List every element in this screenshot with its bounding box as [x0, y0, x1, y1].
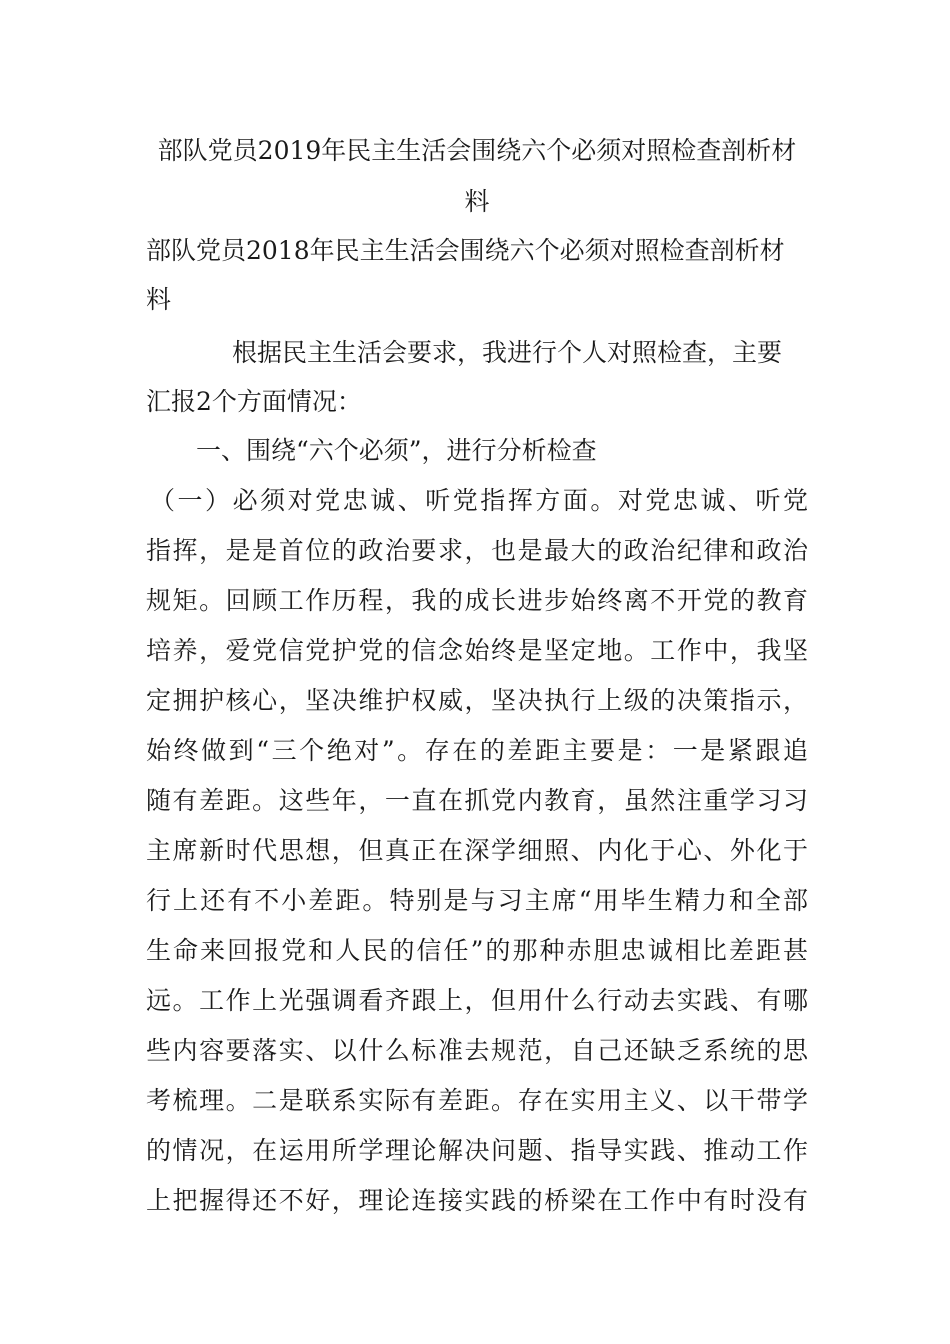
paragraph-line: 始终做到“三个绝对”。存在的差距主要是：一是紧跟追 [146, 736, 808, 765]
paragraph-line: 定拥护核心，坚决维护权威，坚决执行上级的决策指示， [146, 686, 808, 715]
paragraph-line: 规矩。回顾工作历程，我的成长进步始终离不开党的教育 [146, 586, 808, 615]
paragraph-line: 主席新时代思想，但真正在深学细照、内化于心、外化于 [146, 836, 808, 865]
paragraph-line: 汇报2个方面情况： [146, 387, 362, 416]
paragraph-line: 随有差距。这些年，一直在抓党内教育，虽然注重学习习 [146, 786, 808, 815]
paragraph-line: 指挥，是是首位的政治要求，也是最大的政治纪律和政治 [146, 536, 808, 565]
paragraph-line: （一）必须对党忠诚、听党指挥方面。对党忠诚、听党 [150, 486, 808, 515]
section-heading: 一、围绕“六个必须”，进行分析检查 [196, 436, 597, 465]
paragraph-line: 培养，爱党信党护党的信念始终是坚定地。工作中，我坚 [146, 636, 808, 665]
paragraph-line: 远。工作上光强调看齐跟上，但用什么行动去实践、有哪 [146, 986, 808, 1015]
paragraph-line: 上把握得还不好，理论连接实践的桥梁在工作中有时没有 [146, 1186, 808, 1215]
paragraph-line: 的情况，在运用所学理论解决问题、指导实践、推动工作 [146, 1136, 808, 1165]
paragraph-line: 些内容要落实、以什么标准去规范，自己还缺乏系统的思 [146, 1036, 808, 1065]
document-title-line-1: 部队党员2019年民主生活会围绕六个必须对照检查剖析材 [157, 136, 797, 165]
paragraph-line: 行上还有不小差距。特别是与习主席“用毕生精力和全部 [146, 886, 808, 915]
document-subtitle-line-2: 料 [146, 285, 172, 314]
document-title-line-2: 料 [464, 187, 490, 216]
paragraph-line: 根据民主生活会要求，我进行个人对照检查，主要 [232, 338, 783, 367]
document-subtitle-line-1: 部队党员2018年民主生活会围绕六个必须对照检查剖析材 [146, 236, 785, 265]
paragraph-line: 生命来回报党和人民的信任”的那种赤胆忠诚相比差距甚 [146, 936, 808, 965]
paragraph-line: 考梳理。二是联系实际有差距。存在实用主义、以干带学 [146, 1086, 808, 1115]
